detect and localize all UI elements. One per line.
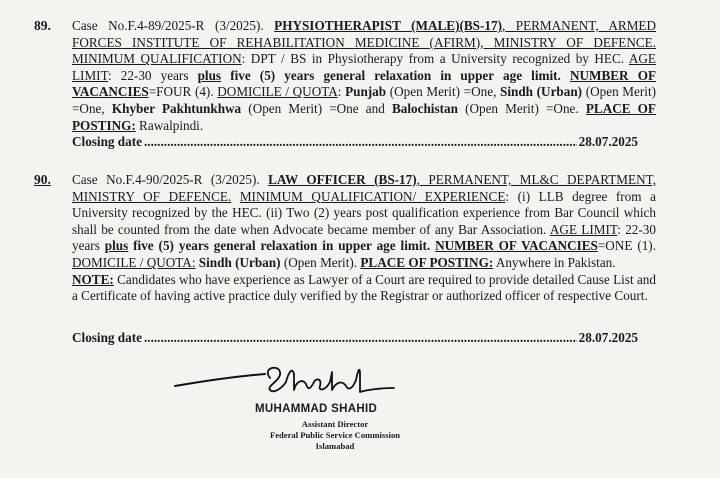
note-label: NOTE: — [72, 271, 114, 287]
vacancies-text: =ONE (1). — [597, 238, 656, 254]
place-of-posting-text: Anywhere in Pakistan. — [495, 254, 616, 270]
age-limit-label: AGE LIMIT — [549, 221, 618, 237]
age-limit-text: : 22-30 years — [107, 67, 189, 83]
domicile-text: (Open Merit). — [283, 254, 358, 270]
department: , PERMANENT, ML&C DEPARTMENT, MINISTRY OF DEFENCE. — [72, 172, 656, 204]
closing-date: 28.07.2025 — [578, 330, 638, 345]
item-body: Case No.F.4-89/2025-R (3/2025). PHYSIOTHERAPIST (MALE)(BS-17), PERMANENT, ARMED FORCES INSTITUTE OF REHABILITATION MEDICINE (AFIRM), MINISTRY OF DEFENCE. MINIMUM QUALIFICATION: DPT / BS in Physiotherapy from a University recognized by HEC. AGE LIMIT: 22-30 years plus five (5) years general relaxation in upper age limit. NUMBER OF VACANCIES=FOUR (4). DOMICILE / QUOTA: Punjab (Open Merit) =One, Sindh (Urban) (Open Merit) =One, Khyber Pakhtunkhwa (Open Merit) =One and Balochistan (Open Merit) =One. PLACE OF POSTING: Rawalpindi. — [72, 18, 657, 133]
closing-date-label: Closing date — [72, 330, 142, 345]
qualification-text: : (i) LLB degree from a University recognized by the HEC. (ii) Two (2) years post qualification experience from Bar Council which shall be counted from the date when Advocate became member of any Bar Association. — [72, 188, 656, 237]
qualification-label: MINIMUM QUALIFICATION/ EXPERIENCE — [239, 188, 506, 204]
closing-date-label: Closing date — [72, 134, 142, 149]
item-number: 89. — [34, 18, 51, 33]
case-number: Case No.F.4-90/2025-R (3/2025). — [72, 172, 260, 187]
domicile-text: (Open Merit) =One, — [389, 84, 497, 100]
age-limit-label: AGE LIMIT — [72, 51, 656, 83]
relaxation-text: five (5) years general relaxation in upper age limit. — [230, 67, 561, 83]
leader-dots — [144, 134, 577, 150]
signatory-city: Islamabad — [315, 441, 355, 451]
item-body — [72, 172, 656, 305]
domicile-text: (Open Merit) =One and — [248, 100, 385, 116]
relaxation-text: five (5) years general relaxation in upper age limit. — [133, 238, 431, 254]
case-number: Case No.F.4-89/2025-R (3/2025). — [72, 18, 264, 33]
post-title: LAW OFFICER (BS-17) — [268, 172, 417, 187]
domicile-label: DOMICILE / QUOTA — [217, 84, 338, 100]
domicile-label: DOMICILE / QUOTA: — [72, 254, 196, 270]
note-text: Candidates who have experience as Lawyer of a Court are required to provide detailed Cause List and a Certificate of having active practice duly verified by the Registrar or authorized officer of respective Court. — [72, 271, 656, 304]
closing-date: 28.07.2025 — [578, 134, 638, 149]
age-limit-text: : 22-30 years — [72, 221, 656, 254]
item-number: 90. — [34, 172, 51, 187]
place-of-posting-text: Rawalpindi. — [139, 117, 204, 133]
domicile-region: Sindh (Urban) — [500, 84, 583, 100]
vacancies-text: =FOUR (4). — [148, 84, 214, 100]
qualification-text: : DPT / BS in Physiotherapy from a University recognized by HEC. — [241, 51, 625, 67]
place-of-posting-label: PLACE OF POSTING: — [72, 100, 656, 133]
domicile-region: Sindh (Urban) — [198, 254, 281, 270]
qualification-label: MINIMUM QUALIFICATION — [72, 51, 242, 67]
department: , PERMANENT, ARMED FORCES INSTITUTE OF REHABILITATION MEDICINE (AFIRM), MINISTRY OF DEFENCE. — [72, 18, 657, 50]
plus-word: plus — [104, 238, 129, 254]
post-title: PHYSIOTHERAPIST (MALE)(BS-17) — [274, 18, 502, 33]
plus-word: plus — [197, 67, 222, 83]
signatory-organization: Federal Public Service Commission — [269, 430, 401, 440]
closing-date-row — [72, 330, 638, 346]
domicile-region: Khyber Pakhtunkhwa — [111, 100, 242, 116]
place-of-posting-label: PLACE OF POSTING: — [360, 254, 494, 270]
leader-dots — [144, 330, 577, 346]
domicile-region: Punjab — [345, 84, 387, 100]
signatory-title: Assistant Director — [301, 419, 369, 429]
vacancies-label: NUMBER OF VACANCIES — [435, 238, 598, 254]
domicile-text: (Open Merit) =One. — [465, 100, 579, 116]
closing-date-row — [72, 134, 638, 150]
domicile-text: (Open Merit) =One, — [72, 84, 656, 116]
vacancies-label: NUMBER OF VACANCIES — [72, 67, 657, 100]
signatory-name: MUHAMMAD SHAHID — [255, 403, 378, 415]
domicile-region: Balochistan — [391, 100, 458, 116]
handwritten-signature — [170, 360, 400, 400]
